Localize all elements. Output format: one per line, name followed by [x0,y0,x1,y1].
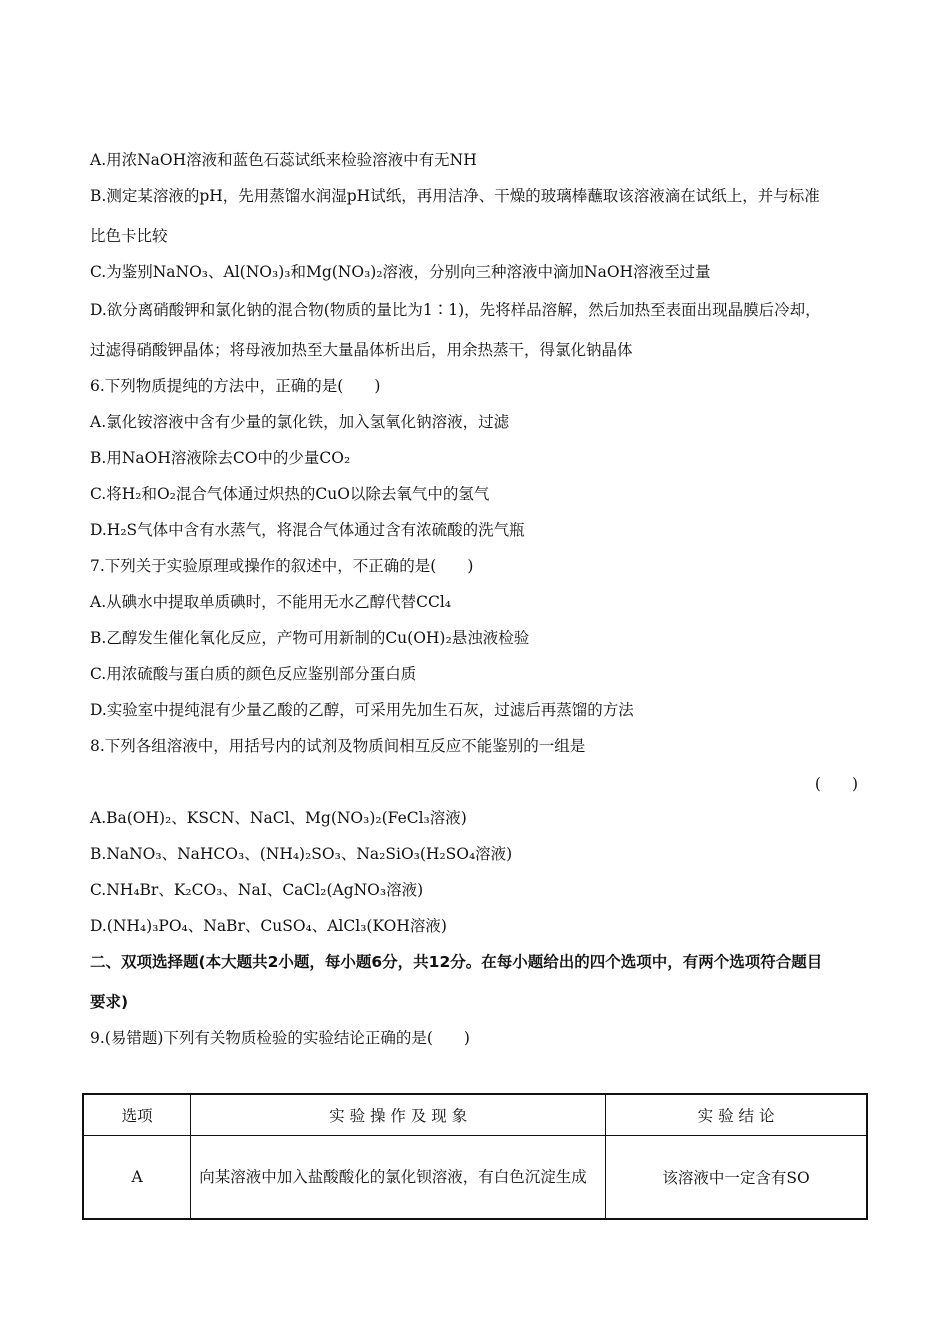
q5-option-b-line1: B.测定某溶液的pH，先用蒸馏水润湿pH试纸，再用洁净、干燥的玻璃棒蘸取该溶液滴在试纸上，并与标准 [90,187,820,205]
q8-option-a: A.Ba(OH)₂、KSCN、NaCl、Mg(NO₃)₂(FeCl₃溶液) [90,809,467,827]
q5-option-b-line2: 比色卡比较 [90,227,168,245]
question-9: 9.(易错题)下列有关物质检验的实验结论正确的是( ) [90,1029,470,1047]
q7-option-a: A.从碘水中提取单质碘时，不能用无水乙醇代替CCl₄ [90,593,452,611]
row-operation: 向某溶液中加入盐酸酸化的氯化钡溶液，有白色沉淀生成 [191,1136,606,1220]
q7-option-c: C.用浓硫酸与蛋白质的颜色反应鉴别部分蛋白质 [90,665,417,683]
table-header-row [83,1094,867,1136]
row-conclusion: 该溶液中一定含有SO [606,1136,867,1220]
q8-option-c: C.NH₄Br、K₂CO₃、NaI、CaCl₂(AgNO₃溶液) [90,881,424,899]
header-conclusion: 实 验 结 论 [606,1094,867,1136]
header-option: 选项 [83,1094,191,1136]
q7-option-d: D.实验室中提纯混有少量乙酸的乙醇，可采用先加生石灰，过滤后再蒸馏的方法 [90,701,634,719]
q8-option-d: D.(NH₄)₃PO₄、NaBr、CuSO₄、AlCl₃(KOH溶液) [90,917,447,935]
q8-option-b: B.NaNO₃、NaHCO₃、(NH₄)₂SO₃、Na₂SiO₃(H₂SO₄溶液) [90,845,513,863]
row-option: A [83,1136,191,1220]
q5-option-c: C.为鉴别NaNO₃、Al(NO₃)₃和Mg(NO₃)₂溶液，分别向三种溶液中滴加NaOH溶液至过量 [90,263,711,281]
q7-option-b: B.乙醇发生催化氧化反应，产物可用新制的Cu(OH)₂悬浊液检验 [90,629,530,647]
section-2-heading-line1: 二、双项选择题(本大题共2小题，每小题6分，共12分。在每小题给出的四个选项中，有两个选项符合题目 [90,953,823,971]
q6-option-d: D.H₂S气体中含有水蒸气，将混合气体通过含有浓硫酸的洗气瓶 [90,521,525,539]
q5-option-d-line2: 过滤得硝酸钾晶体；将母液加热至大量晶体析出后，用余热蒸干，得氯化钠晶体 [90,341,633,359]
q9-table [82,1093,868,1220]
q6-option-b: B.用NaOH溶液除去CO中的少量CO₂ [90,449,351,467]
q6-option-c: C.将H₂和O₂混合气体通过炽热的CuO以除去氧气中的氢气 [90,485,490,503]
question-6: 6.下列物质提纯的方法中，正确的是( ) [90,377,381,395]
q5-option-a: A.用浓NaOH溶液和蓝色石蕊试纸来检验溶液中有无NH [90,151,477,169]
header-operation: 实 验 操 作 及 现 象 [191,1094,606,1136]
q8-answer-paren: ( ) [814,775,858,793]
q6-option-a: A.氯化铵溶液中含有少量的氯化铁，加入氢氧化钠溶液，过滤 [90,413,510,431]
section-2-heading-line2: 要求) [90,993,129,1011]
table-row [83,1136,867,1220]
q5-option-d-line1: D.欲分离硝酸钾和氯化钠的混合物(物质的量比为1∶1)，先将样品溶解，然后加热至表面出现晶膜后冷却， [90,301,821,319]
question-7: 7.下列关于实验原理或操作的叙述中，不正确的是( ) [90,557,474,575]
question-8: 8.下列各组溶液中，用括号内的试剂及物质间相互反应不能鉴别的一组是 [90,737,586,755]
